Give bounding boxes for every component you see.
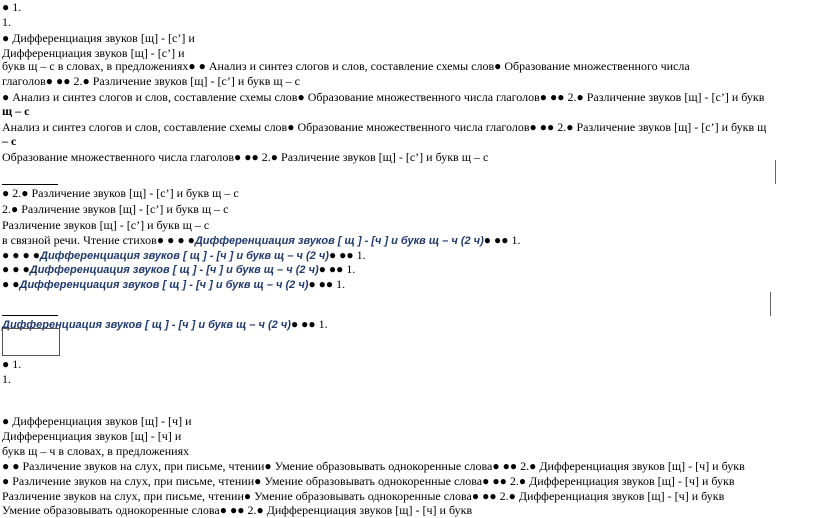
text-line (2, 262, 355, 278)
text-line: Дифференциация звуков [щ] - [ч] и (2, 429, 182, 443)
text-line: букв щ – ч в словах, в предложениях (2, 444, 190, 458)
text-line: Образование множественного числа глаголов● ●● 2.● Различение звуков [щ] - [с’] и букв щ – с (2, 150, 489, 164)
text-line: глаголов● ●● 2.● Различение звуков [щ] - [с’] и букв щ – с (2, 74, 300, 88)
divider (2, 184, 58, 185)
text-run: ● ●● 1. (318, 262, 356, 276)
heading-link: Дифференциация звуков [ щ ] - [ч ] и букв щ – ч (2 ч) (40, 250, 329, 262)
heading-link: Дифференциация звуков [ щ ] - [ч ] и букв щ – ч (2 ч) (194, 235, 484, 247)
text-line: Дифференциация звуков [щ] - [с’] и (2, 46, 185, 60)
text-line: ● 2.● Различение звуков [щ] - [с’] и букв щ – с (2, 186, 239, 200)
text-run: ● ●● 1. (290, 317, 328, 331)
text-line: – с (2, 134, 17, 148)
text-line (2, 277, 345, 293)
text-line: Анализ и синтез слогов и слов, составление схемы слов● Образование множественного числа глаголов● ●● 2.● Различение звуков [щ] - [с’] и букв щ (2, 120, 767, 134)
heading-link: Дифференциация звуков [ щ ] - [ч ] и букв щ – ч (2 ч) (29, 264, 319, 276)
text-run: ● ●● 1. (328, 248, 366, 262)
heading-link: Дифференциация звуков [ щ ] - [ч ] и букв щ – ч (2 ч) (2, 319, 291, 331)
text-run: в связной речи. Чтение стихов● ● ● ● (2, 233, 195, 247)
text-line: ● Различение звуков на слух, при письме, чтении● Умение образовывать однокоренные слова● ●● 2.● Дифференциация звуков [щ] - [ч] и букв (2, 474, 735, 488)
text-line: 2.● Различение звуков [щ] - [с’] и букв щ – с (2, 202, 229, 216)
text-run: ● ● ● (2, 262, 30, 276)
text-run: ● ●● 1. (483, 233, 521, 247)
text-line: 1. (2, 15, 11, 29)
text-run: ● ●● 1. (308, 277, 346, 291)
divider (770, 292, 771, 316)
text-line: ● 1. (2, 0, 22, 14)
divider (2, 315, 58, 316)
text-line: ● Дифференциация звуков [щ] - [с’] и (2, 31, 195, 45)
text-line: Различение звуков на слух, при письме, чтении● Умение образовывать однокоренные слова● ●● 2.● Дифференциация звуков [щ] - [ч] и букв (2, 489, 725, 503)
text-line: ● Анализ и синтез слогов и слов, составление схемы слов● Образование множественного числа глаголов● ●● 2.● Различение звуков [щ] - [с’] и букв (2, 90, 765, 104)
text-run: ● ● (2, 277, 20, 291)
divider (775, 160, 776, 184)
text-line: 1. (2, 372, 11, 386)
text-line (2, 233, 521, 249)
empty-box (2, 328, 60, 356)
text-line: ● ● Различение звуков на слух, при письме, чтении● Умение образовывать однокоренные слова● ●● 2.● Дифференциация звуков [щ] - [ч] и букв (2, 459, 745, 473)
text-line: букв щ – с в словах, в предложениях● ● Анализ и синтез слогов и слов, составление схемы слов● Образование множественного числа (2, 59, 690, 73)
text-run: ● ● ● ● (2, 248, 40, 262)
heading-link: Дифференциация звуков [ щ ] - [ч ] и букв щ – ч (2 ч) (19, 279, 309, 291)
text-line: щ – с (2, 104, 30, 118)
text-line: Различение звуков [щ] - [с’] и букв щ – с (2, 218, 210, 232)
text-line: Умение образовывать однокоренные слова● ●● 2.● Дифференциация звуков [щ] - [ч] и букв (2, 503, 473, 517)
text-line: ● Дифференциация звуков [щ] - [ч] и (2, 414, 192, 428)
text-line: ● 1. (2, 357, 22, 371)
